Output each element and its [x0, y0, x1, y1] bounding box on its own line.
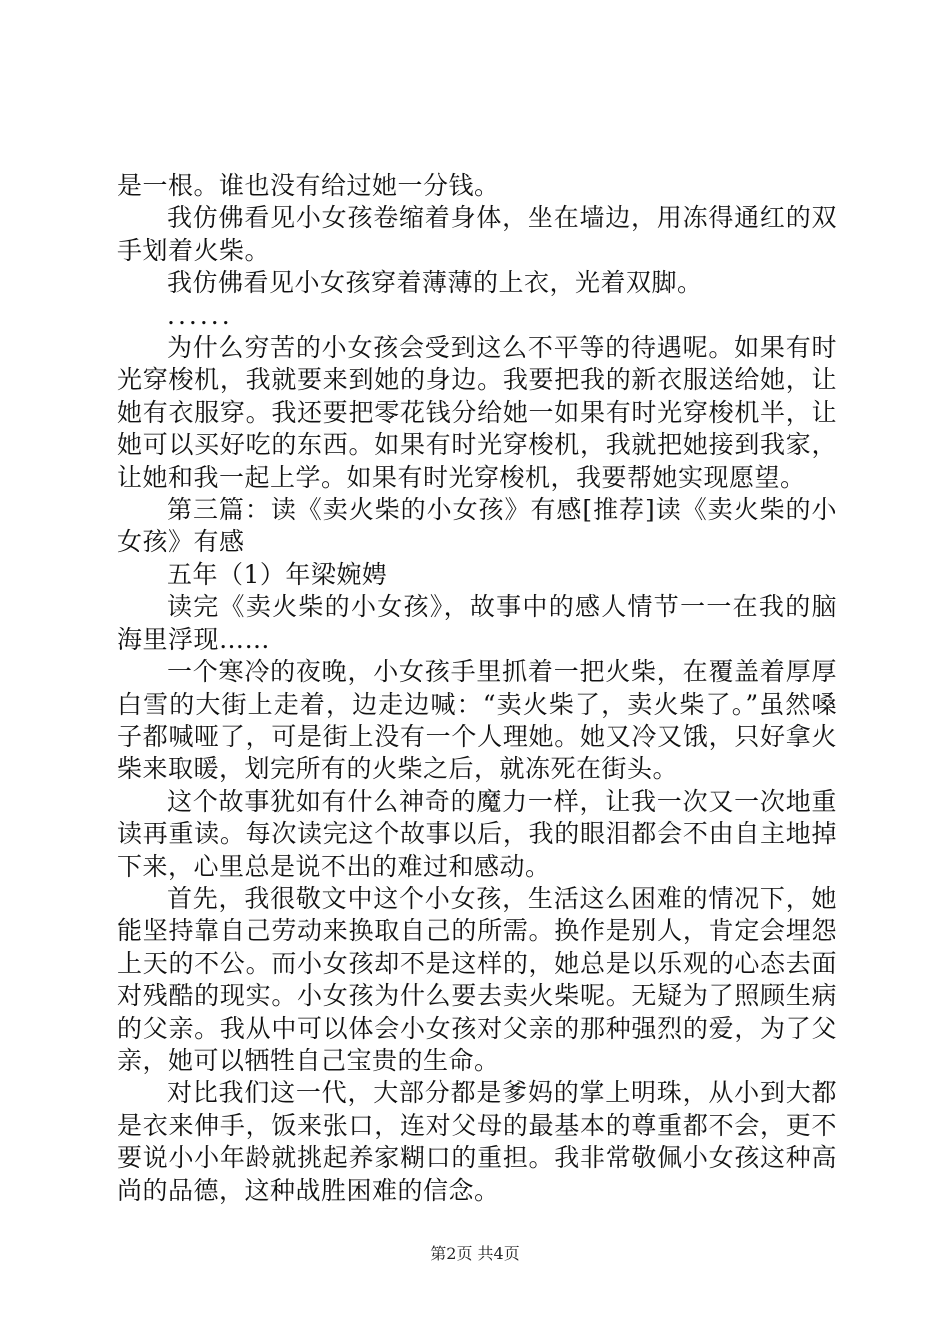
author-line: 五年（1）年梁婉娉: [167, 559, 388, 589]
paragraph: 对比我们这一代，大部分都是爹妈的掌上明珠，从小到大都是衣来伸手，饭来张口，连对父母的最基本的尊重都不会，更不要说小小年龄就挑起养家糊口的重担。我非常敬佩小女孩这种高尚的品德，这种战胜困难的信念。: [117, 1078, 837, 1205]
page-number: 第2页 共4页: [430, 1244, 520, 1263]
paragraph: 我仿佛看见小女孩卷缩着身体，坐在墙边，用冻得通红的双手划着火柴。: [117, 203, 837, 265]
paragraph: 是一根。谁也没有给过她一分钱。: [117, 171, 500, 200]
paragraph: 我仿佛看见小女孩穿着薄薄的上衣，光着双脚。: [167, 268, 703, 298]
paragraph: 一个寒冷的夜晚，小女孩手里抓着一把火柴，在覆盖着厚厚白雪的大街上走着，边走边喊：“卖火柴了，卖火柴了。”虽然嗓子都喊哑了，可是街上没有一个人理她。她又冷又饿，只好拿火柴来取暖，划完所有的火柴之后，就冻死在街头。: [117, 657, 837, 784]
paragraph: 为什么穷苦的小女孩会受到这么不平等的待遇呢。如果有时光穿梭机，我就要来到她的身边。我要把我的新衣服送给她，让她有衣服穿。我还要把零花钱分给她一如果有时光穿梭机半，让她可以买好吃的东西。如果有时光穿梭机，我就把她接到我家，让她和我一起上学。如果有时光穿梭机，我要帮她实现愿望。: [117, 333, 837, 492]
paragraph: 首先，我很敬文中这个小女孩，生活这么困难的情况下，她能坚持靠自己劳动来换取自己的所需。换作是别人，肯定会埋怨上天的不公。而小女孩却不是这样的，她总是以乐观的心态去面对残酷的现实。小女孩为什么要去卖火柴呢。无疑为了照顾生病的父亲。我从中可以体会小女孩对父亲的那种强烈的爱，为了父亲，她可以牺牲自己宝贵的生命。: [117, 883, 837, 1075]
paragraph: 这个故事犹如有什么神奇的魔力一样，让我一次又一次地重读再重读。每次读完这个故事以后，我的眼泪都会不由自主地掉下来，心里总是说不出的难过和感动。: [117, 786, 837, 881]
document-body: [117, 170, 837, 1207]
ellipsis-paragraph: ......: [167, 300, 233, 330]
page-footer: [0, 1244, 950, 1264]
paragraph: 读完《卖火柴的小女孩》，故事中的感人情节一一在我的脑海里浮现……: [117, 592, 837, 654]
section-heading: 第三篇：读《卖火柴的小女孩》有感[推荐]读《卖火柴的小女孩》有感: [117, 495, 837, 557]
